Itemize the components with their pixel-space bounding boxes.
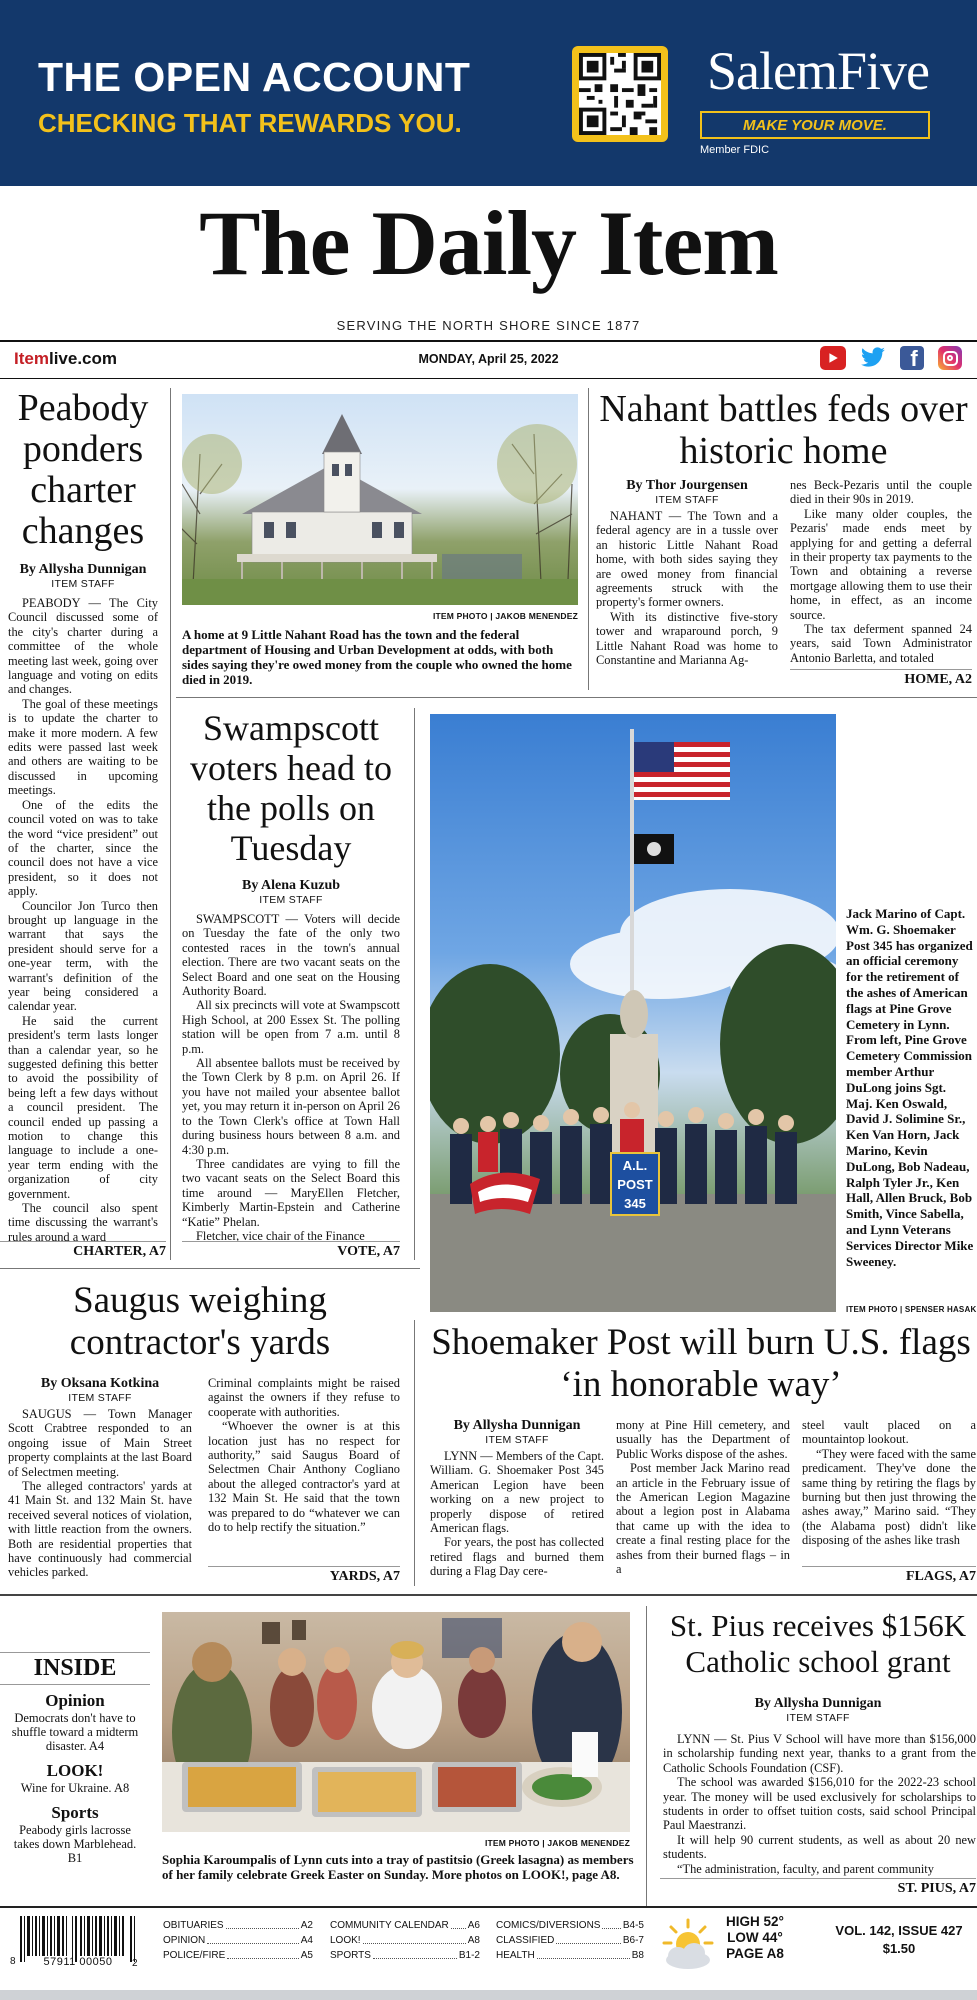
toc-col-1 (163, 1918, 313, 1963)
barcode-digits: 57911 00050 (43, 1956, 113, 1968)
peabody-p4: Councilor Jon Turco then brought up language in the warrant that says the president should serve for a one-year term, with the warrant's definition of the year being considered a calendar year. (8, 898, 158, 1014)
nahant-staff: ITEM STAFF (655, 494, 719, 506)
instagram-icon[interactable] (938, 346, 962, 370)
greek-easter-photo[interactable] (162, 1612, 630, 1832)
bottom-bar (0, 1990, 977, 2000)
toc-label: HEALTH (496, 1950, 535, 1961)
stpius-story (660, 1608, 976, 1876)
toc-page: A4 (300, 1935, 313, 1946)
flag-photo-caption: Jack Marino of Capt. Wm. G. Shoemaker Post 345 has organized an official ceremony for the retirement of the ashes of American flags at Pine Grove Cemetery in Lynn. From left, Pine Grove Cemetery Commission member Arthur DuLong joins Sgt. Maj. Ken Oswald, David J. Solimine Sr., Ken Van Horn, Jack Marino, Kevin DuLong, Bob Nadeau, Ralph Tyler Jr., Ken Hall, Allen Bruck, Bob Smith, Vince Sabella, and Lynn Veterans Services Director Mike Sweeney. (846, 906, 974, 1269)
barcode (10, 1916, 140, 1982)
shoemaker-col1 (430, 1418, 604, 1579)
nahant-body-2 (790, 478, 972, 665)
flag-photo-credit: ITEM PHOTO | SPENSER HASAK (846, 1305, 977, 1314)
toc-row-community-calendar[interactable] (330, 1918, 480, 1933)
toc-page: A2 (300, 1920, 313, 1931)
masthead-rule-bottom (0, 378, 977, 379)
shoemaker-body-2 (616, 1418, 790, 1576)
saugus-body-2 (208, 1376, 400, 1534)
swampscott-p1: SWAMPSCOTT — Voters will decide on Tuesday the fate of the only two contested races in the town's annual election. There are two vacant seats on the Select Board and one seat on the Housing Authority Board. (182, 912, 400, 999)
toc-label: OPINION (163, 1935, 206, 1946)
shoemaker-jump[interactable]: FLAGS, A7 (802, 1566, 976, 1585)
issue-info (826, 1922, 972, 1958)
masthead-rule-top (0, 340, 977, 342)
swampscott-p2: All six precincts will vote at Swampscott High School, at 200 Essex St. The polling station will be open from 7 a.m. until 8 p.m. (182, 998, 400, 1056)
saugus-col1 (8, 1376, 192, 1580)
peabody-byline: By Allysha Dunnigan (19, 562, 147, 577)
weather-low: LOW 44° (727, 1930, 783, 1945)
masthead-title[interactable]: The Daily Item (199, 192, 778, 294)
toc-col-2 (330, 1918, 480, 1963)
flag-ceremony-illustration (430, 714, 836, 1312)
post-sign (610, 1152, 660, 1216)
ad-tagline-box (700, 111, 930, 139)
saugus-headline[interactable]: Saugus weighing contractor's yards (69, 1280, 331, 1363)
twitter-icon[interactable] (860, 346, 886, 370)
toc-row-sports[interactable] (330, 1948, 480, 1963)
row-rule-2 (0, 1268, 420, 1269)
col-rule-2 (588, 388, 589, 690)
swampscott-story (182, 708, 400, 1243)
stpius-staff: ITEM STAFF (786, 1712, 850, 1724)
toc-label: COMICS/DIVERSIONS (496, 1920, 601, 1931)
site-link-prefix: Item (14, 349, 49, 368)
shoemaker-byline: By Allysha Dunnigan (453, 1418, 581, 1433)
saugus-jump[interactable]: YARDS, A7 (208, 1566, 400, 1585)
house-photo[interactable] (182, 394, 578, 605)
shoemaker-p2: For years, the post has collected retired flags and burned them during a Flag Day cere- (430, 1535, 604, 1579)
ad-member-fdic: Member FDIC (700, 144, 770, 156)
toc-row-police-fire[interactable] (163, 1948, 313, 1963)
toc-label: POLICE/FIRE (163, 1950, 226, 1961)
nahant-byline: By Thor Jourgensen (626, 478, 748, 493)
price: $1.50 (882, 1941, 916, 1956)
inside-box (0, 1652, 150, 1865)
qr-code-icon (579, 53, 661, 135)
toc-row-look[interactable] (330, 1933, 480, 1948)
nahant-p4: Like many older couples, the Pezaris' made ends meet by applying for and getting a deferral in their property tax payments to the Town and obtaining a reverse mortgage allowing them to use their home, in effect, as an income source. (790, 506, 972, 622)
col-rule-1 (170, 388, 171, 1260)
site-link-suffix: live.com (48, 349, 118, 368)
inside-teaser-look: Wine for Ukraine. A8 (20, 1781, 130, 1795)
stpius-headline[interactable]: St. Pius receives $156K Catholic school grant (669, 1608, 967, 1679)
saugus-p2: The alleged contractors' yards at 41 Main St. and 132 Main St. have received several notices of violation, with little reaction from the owners. Both are residential properties that have continuously had commercial vehicles parked. (8, 1479, 192, 1580)
toc-label: OBITUARIES (163, 1920, 224, 1931)
shoemaker-p1: LYNN — Members of the Capt. William. G. Shoemaker Post 345 American Legion have been working on a new project to properly dispose of retired American flags. (430, 1449, 604, 1536)
toc-label: SPORTS (330, 1950, 371, 1961)
ad-headline: THE OPEN ACCOUNT (38, 54, 471, 100)
toc-page: A5 (300, 1950, 313, 1961)
shoemaker-p5: steel vault placed on a mountaintop lookout. (802, 1418, 976, 1447)
flag-ceremony-photo[interactable] (430, 714, 836, 1312)
greek-easter-illustration (162, 1612, 630, 1832)
row-rule-1 (176, 697, 977, 698)
col-rule-5 (646, 1606, 647, 1906)
toc-page: A8 (467, 1935, 480, 1946)
peabody-staff: ITEM STAFF (51, 578, 115, 590)
nahant-body-1 (596, 509, 778, 667)
ad-subhead: CHECKING THAT REWARDS YOU. (38, 108, 462, 138)
post-sign-line3: 345 (624, 1196, 646, 1211)
nahant-jump[interactable]: HOME, A2 (790, 669, 972, 688)
saugus-byline: By Oksana Kotkina (40, 1376, 160, 1391)
footer-rule (0, 1906, 977, 1908)
us-flag (634, 742, 730, 800)
peabody-p6: The council also spent time discussing the warrant's rules around a ward (8, 1201, 158, 1244)
saugus-p4: “Whoever the owner is at this location just has no respect for authority,” said Saugus Board of Selectmen Chair Anthony Cogliano about the alleged contractor's yard at 132 Main St. He said that the town was prepared to do “whatever we can do to help rectify the situation.” (208, 1419, 400, 1535)
swampscott-headline[interactable]: Swampscott voters head to the polls on Tuesday (190, 708, 392, 868)
shoemaker-p4: Post member Jack Marino read an article in the February issue of the American Legion Magazine about a legion post in Alabama that came up with the idea to create a final resting place for the ashes from their burned flags – in a (616, 1461, 790, 1577)
inside-item-opinion[interactable] (0, 1691, 150, 1753)
easter-photo-caption: Sophia Karoumpalis of Lynn cuts into a tray of pastitsio (Greek lasagna) as members of her family celebrate Greek Easter on Sunday. More photos on LOOK!, page A8. (162, 1852, 634, 1882)
inside-title: INSIDE (0, 1652, 150, 1685)
inside-section-look: LOOK! (46, 1761, 104, 1780)
house-illustration (182, 394, 578, 605)
nahant-headline[interactable]: Nahant battles feds over historic home (599, 388, 968, 472)
toc-row-classified[interactable] (496, 1933, 644, 1948)
stpius-p2: The school was awarded $156,010 for the 2022-23 school year. The money will be used exclusively for scholarships to students in order to offset tuition costs, said school Principal Paul Maestranzi. (663, 1775, 976, 1833)
stpius-byline: By Allysha Dunnigan (754, 1696, 882, 1711)
nahant-p5: The tax deferment spanned 24 years, said Town Administrator Antonio Barletta, and totaled (790, 622, 972, 665)
inside-item-sports[interactable] (0, 1803, 150, 1865)
swampscott-staff: ITEM STAFF (259, 894, 323, 906)
partly-cloudy-icon (658, 1918, 718, 1972)
toc-page: B6-7 (622, 1935, 644, 1946)
col-rule-4 (414, 1320, 415, 1586)
facebook-icon[interactable]: f (900, 346, 924, 370)
qr-code[interactable] (572, 46, 668, 142)
peabody-jump[interactable]: CHARTER, A7 (0, 1241, 166, 1260)
house-photo-credit: ITEM PHOTO | JAKOB MENENDEZ (432, 611, 578, 621)
row-rule-3 (0, 1594, 977, 1596)
inside-section-sports: Sports (51, 1803, 99, 1822)
issue-date: MONDAY, April 25, 2022 (418, 352, 559, 366)
masthead-slogan: SERVING THE NORTH SHORE SINCE 1877 (336, 318, 641, 333)
toc-row-opinion[interactable] (163, 1933, 313, 1948)
weather-high: HIGH 52° (726, 1914, 784, 1929)
inside-teaser-opinion: Democrats don't have to shuffle toward a midterm disaster. A4 (11, 1711, 139, 1753)
toc-page: A6 (467, 1920, 480, 1931)
nahant-p3: nes Beck-Pezaris until the couple died in their 90s in 2019. (790, 478, 972, 507)
shoemaker-headline[interactable]: Shoemaker Post will burn U.S. flags ‘in honorable way’ (431, 1322, 971, 1405)
weather-page: PAGE A8 (726, 1946, 784, 1961)
peabody-p3: One of the edits the council voted on was to take the word “vice president” out of the charter, since the council does not have a vice president, so it does not apply. (8, 797, 158, 899)
saugus-p3: Criminal complaints might be raised against the owners if they refuse to cooperate with authorities. (208, 1376, 400, 1419)
shoemaker-p3: mony at Pine Hill cemetery, and usually has the Department of Public Works dispose of the ashes. (616, 1418, 790, 1461)
nahant-col1 (596, 478, 778, 667)
shoemaker-body-3 (802, 1418, 976, 1548)
swampscott-jump[interactable]: VOTE, A7 (182, 1241, 400, 1260)
peabody-p2: The goal of these meetings is to update the charter to make it more modern. A few edits were passed last week and others are waiting to be discussed in upcoming meetings. (8, 696, 158, 798)
nahant-p2: With its distinctive five-story tower and wraparound porch, 9 Little Nahant Road was home to Constantine and Marianna Ag- (596, 609, 778, 668)
nahant-p1: NAHANT — The Town and a federal agency are in a tussle over an historic Little Nahant Road home, with both sides saying they are owed money from financial agreements struck with the property's former owners. (596, 509, 778, 610)
saugus-body-1 (8, 1407, 192, 1580)
toc-label: LOOK! (330, 1935, 361, 1946)
weather-box[interactable] (658, 1914, 808, 1976)
stpius-jump[interactable]: ST. PIUS, A7 (660, 1878, 976, 1897)
toc-row-obituaries[interactable] (163, 1918, 313, 1933)
peabody-headline[interactable]: Peabody ponders charter changes (17, 387, 149, 552)
stpius-p4: “The administration, faculty, and parent community (677, 1861, 934, 1876)
saugus-staff: ITEM STAFF (68, 1392, 132, 1404)
shoemaker-p6: “They were faced with the same predicament. They've done the same thing by retiring the flags by burning but then just throwing the ashes away,” Marino said. “They (the Alabama post) didn't like disposing of the ashes like trash (802, 1446, 976, 1548)
toc-page: B1-2 (458, 1950, 480, 1961)
toc-col-3 (496, 1918, 644, 1963)
shoemaker-body-1 (430, 1449, 604, 1579)
saugus-p1: SAUGUS — Town Manager Scott Crabtree responded to an ongoing issue of Main Street property complaints at the last Board of Selectmen meeting. (8, 1407, 192, 1479)
social-icons (820, 346, 962, 370)
toc-page: B4-5 (622, 1920, 644, 1931)
house-photo-caption: A home at 9 Little Nahant Road has the town and the federal department of Housing and Urban Development at odds, with both sides saying they're owed money from the couple who owned the home died in 2019. (182, 627, 572, 687)
stpius-body (660, 1732, 976, 1876)
peabody-story (0, 388, 166, 1244)
inside-item-look[interactable] (0, 1761, 150, 1795)
ad-brand-logo: SalemFive (707, 41, 929, 101)
ad-banner[interactable] (0, 0, 977, 186)
barcode-left-digit: 8 (10, 1956, 16, 1967)
easter-photo-credit: ITEM PHOTO | JAKOB MENENDEZ (484, 1838, 630, 1848)
peabody-p1: PEABODY — The City Council discussed some of the city's charter during a committee of the whole meeting last week, going over language and voting on edits and changes. (8, 596, 158, 697)
inside-teaser-sports: Peabody girls lacrosse takes down Marblehead. B1 (13, 1823, 137, 1865)
toc-row-health[interactable] (496, 1948, 644, 1963)
stpius-p3: It will help 90 current students, as well as about 20 new students. (663, 1832, 976, 1862)
col-rule-3 (414, 708, 415, 1260)
swampscott-body (182, 912, 400, 1243)
weather-text (726, 1914, 784, 1962)
swampscott-p4: Three candidates are vying to fill the two vacant seats on the Select Board this time around — MaryEllen Fletcher, Kimberly Martin-Epstein and Catherine “Katie” Phelan. (182, 1156, 400, 1229)
volume-issue: VOL. 142, ISSUE 427 (835, 1923, 963, 1938)
shoemaker-staff: ITEM STAFF (485, 1434, 549, 1446)
toc-row-comics[interactable] (496, 1918, 644, 1933)
swampscott-p3: All absentee ballots must be received by the Town Clerk by 8 p.m. on April 26. If you have not mailed your absentee ballot yet, you may return it in-person on April 26 to the Town Clerk's office at Town Hall during business hours between 8 a.m. and 4:30 p.m. (182, 1056, 400, 1157)
youtube-icon[interactable] (820, 346, 846, 370)
swampscott-p5: Fletcher, vice chair of the Finance (196, 1228, 365, 1243)
post-sign-line2: POST (617, 1177, 653, 1192)
toc-label: CLASSIFIED (496, 1935, 555, 1946)
toc-page: B8 (631, 1950, 644, 1961)
barcode-right-digit: 2 (132, 1958, 138, 1969)
toc-label: COMMUNITY CALENDAR (330, 1920, 449, 1931)
inside-section-opinion: Opinion (45, 1691, 105, 1710)
post-sign-line1: A.L. (622, 1158, 648, 1173)
ad-tagline: MAKE YOUR MOVE. (743, 116, 887, 134)
peabody-body (0, 596, 166, 1244)
swampscott-byline: By Alena Kuzub (241, 878, 341, 893)
peabody-p5: He said the current president's term lasts longer than a calendar year, so he suggested defining this better to avoid the possibility of being left a few days without a council president. The council ended up passing a motion to change this language to include a one-year term ending with the organization of city government. (8, 1013, 158, 1201)
stpius-p1: LYNN — St. Pius V School will have more than $156,000 in scholarship funding next year, thanks to a grant from the Catholic Schools Foundation (CSF). (663, 1732, 976, 1775)
